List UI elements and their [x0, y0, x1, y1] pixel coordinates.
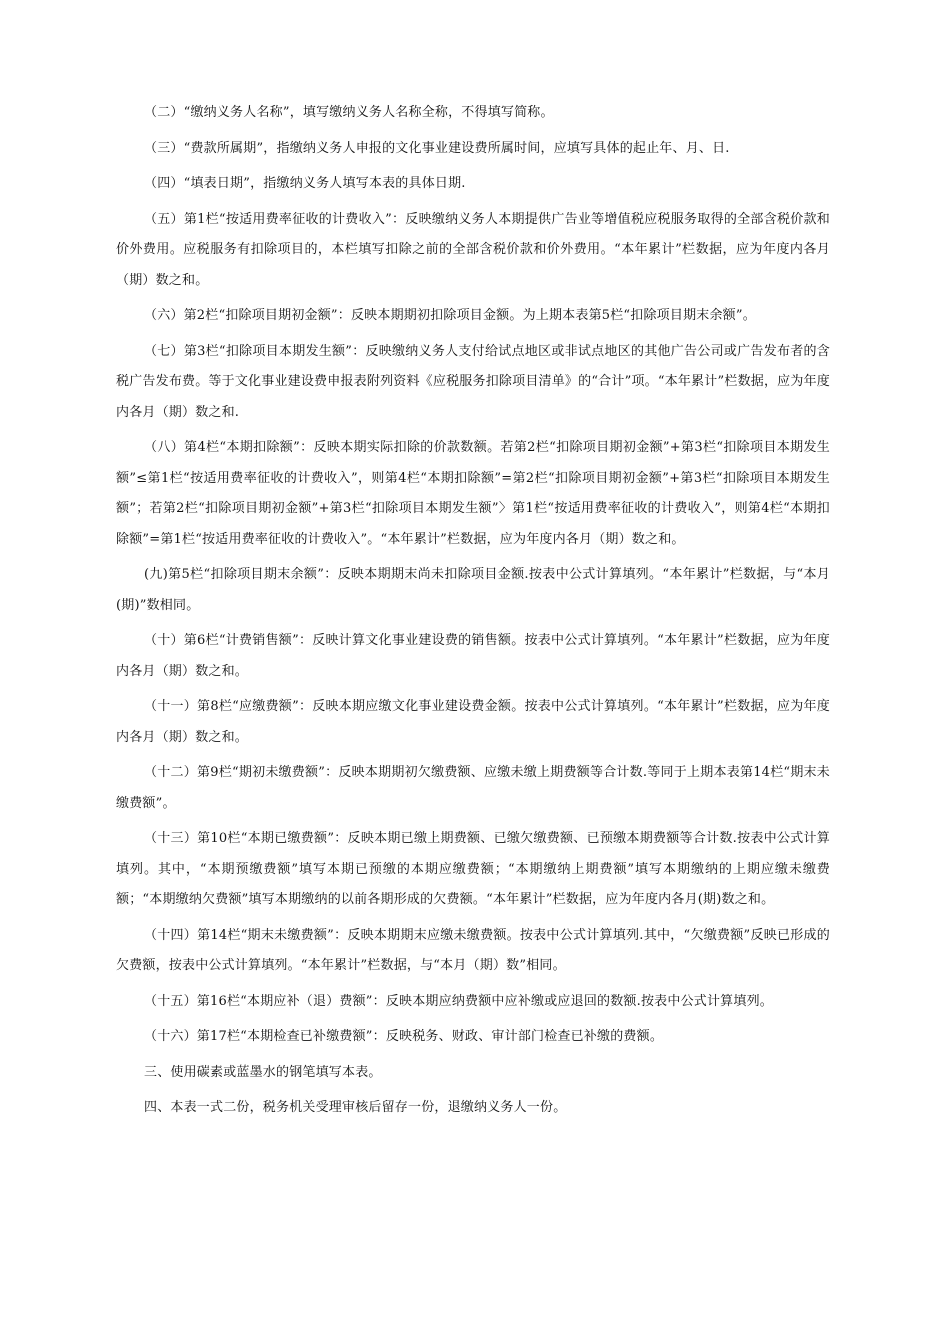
document-body	[116, 98, 830, 1129]
paragraph-item-5: （五）第1栏“按适用费率征收的计费收入”：反映缴纳义务人本期提供广告业等增值税应税服务取得的全部含税价款和价外费用。应税服务有扣除项目的，本栏填写扣除之前的全部含税价款和价外费用。“本年累计”栏数据，应为年度内各月（期）数之和。	[116, 211, 830, 288]
paragraph-item-13: （十三）第10栏“本期已缴费额”：反映本期已缴上期费额、已缴欠缴费额、已预缴本期费额等合计数.按表中公式计算填列。其中，“本期预缴费额”填写本期已预缴的本期应缴费额；“本期缴纳上期费额”填写本期缴纳的上期应缴未缴费额；“本期缴纳欠费额”填写本期缴纳的以前各期形成的欠费额。“本年累计”栏数据，应为年度内各月(期)数之和。	[116, 831, 830, 907]
paragraph-item-4: （四）“填表日期”，指缴纳义务人填写本表的具体日期.	[144, 176, 466, 191]
paragraph-item-9: (九)第5栏“扣除项目期末余额”：反映本期期末尚未扣除项目金额.按表中公式计算填列。“本年累计”栏数据，与“本月(期)”数相同。	[116, 567, 830, 613]
paragraph-item-8: （八）第4栏“本期扣除额”：反映本期实际扣除的价款数额。若第2栏“扣除项目期初金额”+第3栏“扣除项目本期发生额”≤第1栏“按适用费率征收的计费收入”，则第4栏“本期扣除额”=第2栏“扣除项目期初金额”+第3栏“扣除项目本期发生额”；若第2栏“扣除项目期初金额”+第3栏“扣除项目本期发生额”〉第1栏“按适用费率征收的计费收入”，则第4栏“本期扣除额”=第1栏“按适用费率征收的计费收入”。“本年累计”栏数据，应为年度内各月（期）数之和。	[116, 440, 830, 547]
paragraph-item-11: （十一）第8栏“应缴费额”：反映本期应缴文化事业建设费金额。按表中公式计算填列。“本年累计”栏数据，应为年度内各月（期）数之和。	[116, 699, 830, 745]
paragraph-item-15: （十五）第16栏“本期应补（退）费额”：反映本期应纳费额中应补缴或应退回的数额.按表中公式计算填列。	[144, 993, 773, 1009]
paragraph-item-6: （六）第2栏“扣除项目期初金额”：反映本期期初扣除项目金额。为上期本表第5栏“扣除项目期末余额”。	[144, 308, 756, 323]
paragraph-item-2: （二）“缴纳义务人名称”，填写缴纳义务人名称全称，不得填写简称。	[144, 105, 554, 120]
paragraph-item-14: （十四）第14栏“期末未缴费额”：反映本期期末应缴未缴费额。按表中公式计算填列.其中，“欠缴费额”反映已形成的欠费额，按表中公式计算填列。“本年累计”栏数据，与“本月（期）数”相同。	[116, 927, 830, 973]
section-three-paragraph: 三、使用碳素或蓝墨水的钢笔填写本表。	[144, 1064, 382, 1080]
paragraph-item-3: （三）“费款所属期”，指缴纳义务人申报的文化事业建设费所属时间，应填写具体的起止年、月、日.	[144, 140, 730, 156]
paragraph-item-10: （十）第6栏“计费销售额”：反映计算文化事业建设费的销售额。按表中公式计算填列。“本年累计”栏数据，应为年度内各月（期）数之和。	[116, 633, 830, 679]
paragraph-item-12: （十二）第9栏“期初未缴费额”：反映本期期初欠缴费额、应缴未缴上期费额等合计数.等同于上期本表第14栏“期末未缴费额”。	[116, 765, 830, 811]
paragraph-item-16: （十六）第17栏“本期检查已补缴费额”：反映税务、财政、审计部门检查已补缴的费额。	[144, 1029, 664, 1044]
section-four-paragraph: 四、本表一式二份，税务机关受理审核后留存一份，退缴纳义务人一份。	[144, 1100, 567, 1115]
paragraph-item-7: （七）第3栏“扣除项目本期发生额”：反映缴纳义务人支付给试点地区或非试点地区的其他广告公司或广告发布者的含税广告发布费。等于文化事业建设费申报表附列资料《应税服务扣除项目清单》的“合计”项。“本年累计”栏数据，应为年度内各月（期）数之和.	[116, 343, 830, 420]
